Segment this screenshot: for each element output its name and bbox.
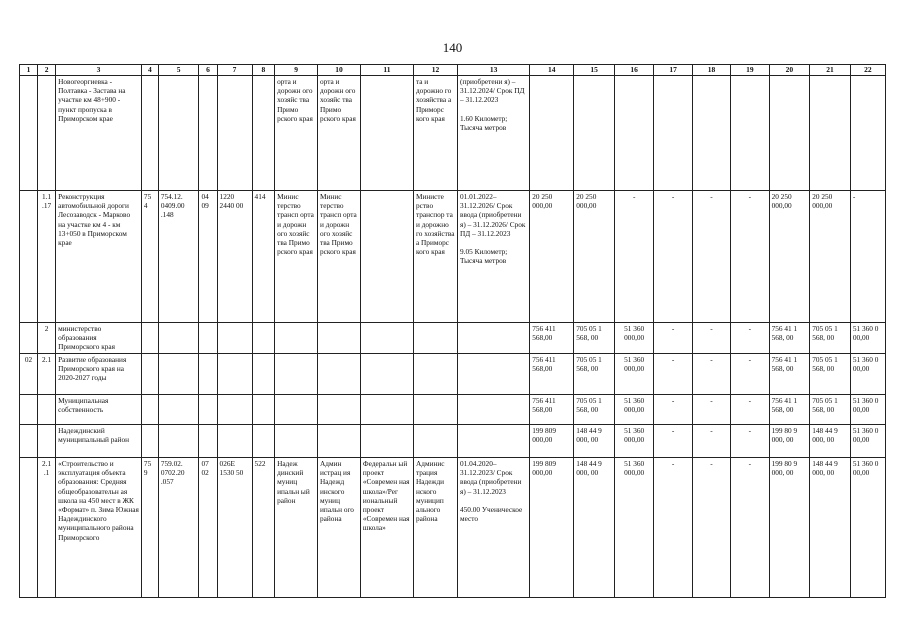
table-cell: 51 360 0 00,00: [850, 458, 885, 598]
table-cell: 51 360 000,00: [614, 395, 654, 425]
table-cell: -: [654, 323, 692, 354]
table-cell: орта и дорожн ого хозяйс тва Примо рского края: [318, 76, 361, 191]
table-cell: Админ истрац ия Надежд инского муниц ипальн ого района: [318, 458, 361, 598]
table-cell: 705 05 1 568, 00: [574, 323, 615, 354]
table-cell: 148 44 9 000, 00: [810, 458, 851, 598]
table-cell: [20, 425, 38, 458]
table-cell: 51 360 0 00,00: [850, 425, 885, 458]
table-cell: 199 809 000,00: [530, 425, 574, 458]
table-cell: [199, 395, 217, 425]
table-cell: Федеральн ый проект «Современ ная школа»/Рег иональный проект «Современ ная школа»: [360, 458, 413, 598]
table-cell: Админис трация Надежди нского муницип ального района: [413, 458, 457, 598]
table-cell: [614, 76, 654, 191]
table-cell: 51 360 000,00: [614, 323, 654, 354]
table-cell: Минис терство трансп орта и дорожн ого хозяйс тва Примо рского края: [318, 191, 361, 323]
table-cell: [252, 425, 275, 458]
table-cell: -: [692, 354, 730, 395]
table-cell: 51 360 000,00: [614, 458, 654, 598]
table-cell: -: [692, 425, 730, 458]
table-cell: [731, 76, 769, 191]
table-cell: Министе рство транспор та и дорожно го хозяйства а Приморс кого края: [413, 191, 457, 323]
table-cell: [275, 425, 318, 458]
table-cell: [360, 395, 413, 425]
column-header: 20: [769, 65, 810, 76]
table-cell: 75 4: [141, 191, 158, 323]
table-row: [20, 323, 886, 354]
table-cell: [217, 323, 252, 354]
table-cell: Минис терство трансп орта и дорожн ого хозяйс тва Примо рского края: [275, 191, 318, 323]
column-header: 6: [199, 65, 217, 76]
table-cell: 705 05 1 568, 00: [574, 354, 615, 395]
table-cell: [318, 354, 361, 395]
table-cell: 20 250 000,00: [574, 191, 615, 323]
table-cell: Надеждинский муниципальный район: [56, 425, 142, 458]
table-cell: [458, 354, 530, 395]
table-cell: та и дорожно го хозяйства а Приморс кого края: [413, 76, 457, 191]
table-cell: -: [692, 395, 730, 425]
table-cell: [158, 395, 199, 425]
table-cell: [810, 76, 851, 191]
table-cell: [692, 76, 730, 191]
table-cell: -: [731, 323, 769, 354]
table-cell: Новогеоргиевка - Полтавка - Застава на участке км 48+900 - пункт пропуска в Приморском крае: [56, 76, 142, 191]
budget-table: [19, 64, 886, 598]
table-cell: 756 41 1 568, 00: [769, 395, 810, 425]
page-number: 140: [442, 40, 463, 55]
table-cell: министерство образования Приморского края: [56, 323, 142, 354]
table-cell: -: [850, 191, 885, 323]
table-row: [20, 354, 886, 395]
table-cell: [318, 395, 361, 425]
table-cell: [252, 323, 275, 354]
table-cell: 20 250 000,00: [530, 191, 574, 323]
table-cell: -: [654, 458, 692, 598]
table-cell: -: [692, 191, 730, 323]
column-header: 22: [850, 65, 885, 76]
table-cell: орта и дорожн ого хозяйс тва Примо рского края: [275, 76, 318, 191]
table-cell: -: [614, 191, 654, 323]
table-cell: [413, 395, 457, 425]
table-cell: [141, 76, 158, 191]
table-cell: 026E 1530 50: [217, 458, 252, 598]
table-cell: [530, 76, 574, 191]
table-cell: [360, 354, 413, 395]
table-cell: [217, 354, 252, 395]
table-cell: 754.12. 0409.00 .148: [158, 191, 199, 323]
table-cell: -: [731, 458, 769, 598]
table-cell: 04 09: [199, 191, 217, 323]
table-cell: 2: [38, 323, 56, 354]
table-cell: [458, 395, 530, 425]
table-cell: 148 44 9 000, 00: [574, 458, 615, 598]
table-cell: 02: [20, 354, 38, 395]
table-cell: [141, 425, 158, 458]
table-cell: [360, 76, 413, 191]
table-cell: [413, 354, 457, 395]
table-cell: 51 360 0 00,00: [850, 323, 885, 354]
table-cell: [158, 76, 199, 191]
table-cell: Муниципальная собственность: [56, 395, 142, 425]
table-cell: [199, 425, 217, 458]
table-cell: 756 41 1 568, 00: [769, 323, 810, 354]
column-header: 15: [574, 65, 615, 76]
table-cell: 756 411 568,00: [530, 323, 574, 354]
table-cell: [275, 395, 318, 425]
table-row: [20, 76, 886, 191]
table-cell: [38, 395, 56, 425]
table-row: [20, 425, 886, 458]
table-cell: [360, 191, 413, 323]
column-header: 14: [530, 65, 574, 76]
table-cell: 705 05 1 568, 00: [574, 395, 615, 425]
table-cell: 522: [252, 458, 275, 598]
table-cell: 705 05 1 568, 00: [810, 354, 851, 395]
column-header: 5: [158, 65, 199, 76]
column-header: 13: [458, 65, 530, 76]
table-cell: -: [654, 425, 692, 458]
table-cell: «Строительство и эксплуатация объекта образования: Средняя общеобразовательн ая школа на 450 мест в ЖК «Формат» п. Зима Южная Надеждинского муниципального района Приморского: [56, 458, 142, 598]
table-cell: 51 360 0 00,00: [850, 395, 885, 425]
table-cell: 2.1 .1: [38, 458, 56, 598]
header-row: [20, 65, 886, 76]
table-cell: [458, 425, 530, 458]
table-cell: 1.1 .17: [38, 191, 56, 323]
table-cell: [413, 323, 457, 354]
table-cell: -: [654, 191, 692, 323]
table-cell: 01.04.2020– 31.12.2023/ Срок ввода (приобретени я) – 31.12.2023 450.00 Ученическое место: [458, 458, 530, 598]
table-cell: 759.02. 0702.20 .057: [158, 458, 199, 598]
table-cell: Реконструкция автомобильной дороги Лесозаводск - Марково на участке км 4 - км 13+050 в Приморском крае: [56, 191, 142, 323]
table-cell: [458, 323, 530, 354]
column-header: 2: [38, 65, 56, 76]
table-cell: -: [731, 354, 769, 395]
column-header: 3: [56, 65, 142, 76]
table-cell: 51 360 000,00: [614, 354, 654, 395]
table-cell: [769, 76, 810, 191]
table-cell: [217, 395, 252, 425]
table-cell: [199, 323, 217, 354]
table-cell: [158, 323, 199, 354]
column-header: 12: [413, 65, 457, 76]
column-header: 16: [614, 65, 654, 76]
table-cell: [141, 323, 158, 354]
table-cell: 1220 2440 00: [217, 191, 252, 323]
table-cell: (приобретени я) – 31.12.2024/ Срок ПД – 31.12.2023 1.60 Километр; Тысяча метров: [458, 76, 530, 191]
table-cell: [252, 395, 275, 425]
table-cell: [275, 354, 318, 395]
table-cell: [141, 395, 158, 425]
table-cell: -: [692, 458, 730, 598]
table-cell: -: [731, 395, 769, 425]
table-cell: 75 9: [141, 458, 158, 598]
table-cell: [199, 354, 217, 395]
table-cell: 705 05 1 568, 00: [810, 395, 851, 425]
column-header: 11: [360, 65, 413, 76]
table-cell: [20, 323, 38, 354]
table-cell: [199, 76, 217, 191]
table-cell: 199 80 9 000, 00: [769, 425, 810, 458]
table-cell: [141, 354, 158, 395]
table-cell: [158, 425, 199, 458]
table-cell: 2.1: [38, 354, 56, 395]
table-cell: [252, 354, 275, 395]
table-cell: [20, 76, 38, 191]
column-header: 10: [318, 65, 361, 76]
column-header: 18: [692, 65, 730, 76]
table-cell: 148 44 9 000, 00: [574, 425, 615, 458]
column-header: 7: [217, 65, 252, 76]
table-row: [20, 191, 886, 323]
column-header: 17: [654, 65, 692, 76]
column-header: 21: [810, 65, 851, 76]
column-header: 9: [275, 65, 318, 76]
table-cell: 51 360 0 00,00: [850, 354, 885, 395]
table-cell: 705 05 1 568, 00: [810, 323, 851, 354]
table-cell: -: [731, 191, 769, 323]
table-cell: [217, 425, 252, 458]
column-header: 1: [20, 65, 38, 76]
table-cell: 07 02: [199, 458, 217, 598]
table-row: [20, 458, 886, 598]
table-cell: [275, 323, 318, 354]
table-cell: 756 41 1 568, 00: [769, 354, 810, 395]
table-cell: [574, 76, 615, 191]
table-row: [20, 395, 886, 425]
table-cell: [654, 76, 692, 191]
table-cell: Развитие образования Приморского края на 2020-2027 годы: [56, 354, 142, 395]
table-cell: -: [731, 425, 769, 458]
table-cell: [158, 354, 199, 395]
table-cell: [318, 425, 361, 458]
table-cell: -: [692, 323, 730, 354]
table-cell: 756 411 568,00: [530, 354, 574, 395]
table-cell: 756 411 568,00: [530, 395, 574, 425]
table-cell: 20 250 000,00: [769, 191, 810, 323]
table-cell: Надеж динский муниц ипальн ый район: [275, 458, 318, 598]
table-cell: -: [654, 395, 692, 425]
table-cell: 01.01.2022– 31.12.2026/ Срок ввода (приобретени я) – 31.12.2026/ Срок ПД – 31.12.2023 9.05 Километр; Тысяча метров: [458, 191, 530, 323]
table-cell: 51 360 000,00: [614, 425, 654, 458]
table-cell: [20, 191, 38, 323]
table-cell: 199 809 000,00: [530, 458, 574, 598]
column-header: 4: [141, 65, 158, 76]
table-cell: [360, 323, 413, 354]
table-cell: [252, 76, 275, 191]
table-cell: -: [654, 354, 692, 395]
table-cell: 199 80 9 000, 00: [769, 458, 810, 598]
table-cell: [20, 458, 38, 598]
table-cell: [318, 323, 361, 354]
table-cell: [850, 76, 885, 191]
table-cell: [38, 76, 56, 191]
column-header: 8: [252, 65, 275, 76]
table-cell: [20, 395, 38, 425]
table-cell: [360, 425, 413, 458]
table-cell: 414: [252, 191, 275, 323]
table-cell: [38, 425, 56, 458]
table-cell: [217, 76, 252, 191]
table-cell: 148 44 9 000, 00: [810, 425, 851, 458]
table-cell: 20 250 000,00: [810, 191, 851, 323]
table-cell: [413, 425, 457, 458]
column-header: 19: [731, 65, 769, 76]
